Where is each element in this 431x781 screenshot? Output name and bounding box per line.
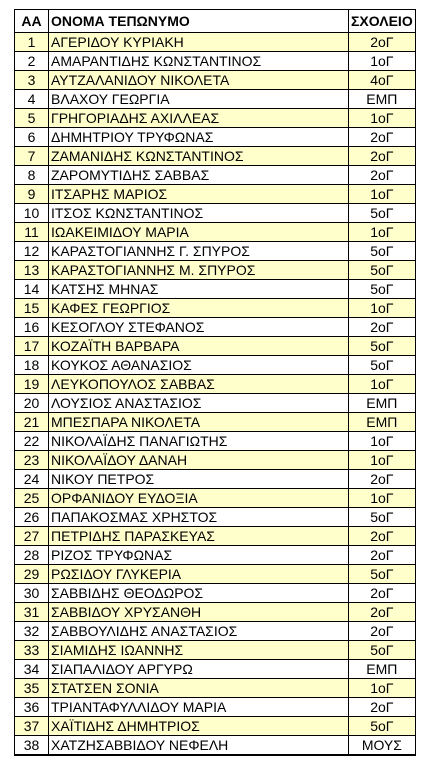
- table-row: [15, 318, 416, 337]
- cell-school: 1οΓ: [349, 52, 416, 71]
- table-row: [15, 470, 416, 489]
- table-row: [15, 166, 416, 185]
- cell-name: ΑΓΕΡΙΔΟΥ ΚΥΡΙΑΚΗ: [49, 33, 349, 52]
- cell-name: ΠΕΤΡΙΔΗΣ ΠΑΡΑΣΚΕΥΑΣ: [49, 527, 349, 546]
- table-row: [15, 242, 416, 261]
- cell-aa: 31: [15, 603, 49, 622]
- cell-school: ΕΜΠ: [349, 90, 416, 109]
- cell-name: ΛΟΥΣΙΟΣ ΑΝΑΣΤΑΣΙΟΣ: [49, 394, 349, 413]
- cell-aa: 15: [15, 299, 49, 318]
- table-row: [15, 603, 416, 622]
- table-row: [15, 698, 416, 717]
- cell-aa: 13: [15, 261, 49, 280]
- cell-school: 5οΓ: [349, 565, 416, 584]
- table-row: [15, 109, 416, 128]
- cell-name: ΧΑΪΤΙΔΗΣ ΔΗΜΗΤΡΙΟΣ: [49, 717, 349, 736]
- cell-aa: 22: [15, 432, 49, 451]
- cell-name: ΣΑΒΒΙΔΟΥ ΧΡΥΣΑΝΘΗ: [49, 603, 349, 622]
- table-row: [15, 356, 416, 375]
- cell-name: ΚΑΤΣΗΣ ΜΗΝΑΣ: [49, 280, 349, 299]
- cell-school: 1οΓ: [349, 432, 416, 451]
- cell-name: ΡΙΖΟΣ ΤΡΥΦΩΝΑΣ: [49, 546, 349, 565]
- cell-name: ΟΡΦΑΝΙΔΟΥ ΕΥΔΟΞΙΑ: [49, 489, 349, 508]
- cell-name: ΧΑΤΖΗΣΑΒΒΙΔΟΥ ΝΕΦΕΛΗ: [49, 736, 349, 756]
- cell-school: ΕΜΠ: [349, 413, 416, 432]
- cell-aa: 32: [15, 622, 49, 641]
- table-row: [15, 679, 416, 698]
- cell-name: ΝΙΚΟΛΑΪΔΟΥ ΔΑΝΑΗ: [49, 451, 349, 470]
- cell-name: ΑΥΤΖΑΛΑΝΙΔΟΥ ΝΙΚΟΛΕΤΑ: [49, 71, 349, 90]
- student-table: [14, 9, 416, 756]
- table-row: [15, 641, 416, 660]
- cell-aa: 8: [15, 166, 49, 185]
- table-row: [15, 489, 416, 508]
- cell-aa: 28: [15, 546, 49, 565]
- cell-aa: 24: [15, 470, 49, 489]
- cell-name: ΙΤΣΟΣ ΚΩΝΣΤΑΝΤΙΝΟΣ: [49, 204, 349, 223]
- cell-school: 2οΓ: [349, 527, 416, 546]
- table-row: [15, 375, 416, 394]
- cell-aa: 36: [15, 698, 49, 717]
- cell-name: ΚΟΖΑΪΤΗ ΒΑΡΒΑΡΑ: [49, 337, 349, 356]
- cell-aa: 26: [15, 508, 49, 527]
- table-row: [15, 90, 416, 109]
- table-row: [15, 546, 416, 565]
- cell-name: ΣΑΒΒΙΔΗΣ ΘΕΟΔΩΡΟΣ: [49, 584, 349, 603]
- cell-school: 1οΓ: [349, 185, 416, 204]
- table-row: [15, 432, 416, 451]
- cell-aa: 12: [15, 242, 49, 261]
- cell-aa: 34: [15, 660, 49, 679]
- table-row: [15, 337, 416, 356]
- table-row: [15, 261, 416, 280]
- cell-name: ΚΕΣΟΓΛΟΥ ΣΤΕΦΑΝΟΣ: [49, 318, 349, 337]
- cell-aa: 3: [15, 71, 49, 90]
- cell-school: 5οΓ: [349, 356, 416, 375]
- cell-aa: 23: [15, 451, 49, 470]
- cell-school: ΕΜΠ: [349, 394, 416, 413]
- cell-school: 1οΓ: [349, 223, 416, 242]
- cell-aa: 18: [15, 356, 49, 375]
- cell-aa: 21: [15, 413, 49, 432]
- cell-aa: 7: [15, 147, 49, 166]
- table-row: [15, 451, 416, 470]
- cell-school: 5οΓ: [349, 641, 416, 660]
- table-row: [15, 660, 416, 679]
- cell-school: 5οΓ: [349, 242, 416, 261]
- cell-name: ΡΩΣΙΔΟΥ ΓΛΥΚΕΡΙΑ: [49, 565, 349, 584]
- table-row: [15, 565, 416, 584]
- cell-school: 1οΓ: [349, 679, 416, 698]
- cell-aa: 33: [15, 641, 49, 660]
- cell-aa: 11: [15, 223, 49, 242]
- cell-name: ΒΛΑΧΟΥ ΓΕΩΡΓΙΑ: [49, 90, 349, 109]
- table-row: [15, 33, 416, 52]
- cell-school: 2οΓ: [349, 584, 416, 603]
- cell-name: ΔΗΜΗΤΡΙΟΥ ΤΡΥΦΩΝΑΣ: [49, 128, 349, 147]
- cell-name: ΚΟΥΚΟΣ ΑΘΑΝΑΣΙΟΣ: [49, 356, 349, 375]
- cell-aa: 5: [15, 109, 49, 128]
- header-aa: ΑΑ: [15, 10, 49, 33]
- cell-name: ΓΡΗΓΟΡΙΑΔΗΣ ΑΧΙΛΛΕΑΣ: [49, 109, 349, 128]
- cell-name: ΤΡΙΑΝΤΑΦΥΛΛΙΔΟΥ ΜΑΡΙΑ: [49, 698, 349, 717]
- table-row: [15, 185, 416, 204]
- cell-school: 5οΓ: [349, 337, 416, 356]
- cell-school: 2οΓ: [349, 147, 416, 166]
- cell-aa: 1: [15, 33, 49, 52]
- header-row: [15, 10, 416, 33]
- table-row: [15, 204, 416, 223]
- cell-school: ΕΜΠ: [349, 660, 416, 679]
- cell-school: 1οΓ: [349, 375, 416, 394]
- cell-aa: 14: [15, 280, 49, 299]
- cell-name: ΛΕΥΚΟΠΟΥΛΟΣ ΣΑΒΒΑΣ: [49, 375, 349, 394]
- cell-school: 1οΓ: [349, 299, 416, 318]
- table-row: [15, 717, 416, 736]
- table-row: [15, 584, 416, 603]
- cell-school: 1οΓ: [349, 489, 416, 508]
- cell-name: ΝΙΚΟΥ ΠΕΤΡΟΣ: [49, 470, 349, 489]
- cell-school: 2οΓ: [349, 128, 416, 147]
- cell-aa: 25: [15, 489, 49, 508]
- cell-school: 2οΓ: [349, 166, 416, 185]
- table-row: [15, 52, 416, 71]
- cell-name: ΖΑΜΑΝΙΔΗΣ ΚΩΝΣΤΑΝΤΙΝΟΣ: [49, 147, 349, 166]
- cell-name: ΚΑΡΑΣΤΟΓΙΑΝΝΗΣ Μ. ΣΠΥΡΟΣ: [49, 261, 349, 280]
- cell-school: 2οΓ: [349, 546, 416, 565]
- cell-school: 2οΓ: [349, 622, 416, 641]
- cell-aa: 16: [15, 318, 49, 337]
- cell-name: ΙΤΣΑΡΗΣ ΜΑΡΙΟΣ: [49, 185, 349, 204]
- cell-school: 5οΓ: [349, 508, 416, 527]
- table-row: [15, 71, 416, 90]
- table-row: [15, 736, 416, 756]
- cell-name: ΚΑΡΑΣΤΟΓΙΑΝΝΗΣ Γ. ΣΠΥΡΟΣ: [49, 242, 349, 261]
- table-row: [15, 622, 416, 641]
- cell-school: 5οΓ: [349, 717, 416, 736]
- cell-name: ΙΩΑΚΕΙΜΙΔΟΥ ΜΑΡΙΑ: [49, 223, 349, 242]
- table-row: [15, 147, 416, 166]
- table-row: [15, 223, 416, 242]
- table-row: [15, 280, 416, 299]
- cell-school: 2οΓ: [349, 318, 416, 337]
- cell-aa: 10: [15, 204, 49, 223]
- cell-school: 2οΓ: [349, 470, 416, 489]
- header-school: ΣΧΟΛΕΙΟ: [349, 10, 416, 33]
- cell-school: 5οΓ: [349, 280, 416, 299]
- cell-school: ΜΟΥΣ: [349, 736, 416, 756]
- table-row: [15, 299, 416, 318]
- cell-school: 4οΓ: [349, 71, 416, 90]
- cell-school: 2οΓ: [349, 698, 416, 717]
- cell-school: 1οΓ: [349, 109, 416, 128]
- cell-school: 2οΓ: [349, 603, 416, 622]
- header-name: ΟΝΟΜΑ ΤΕΠΩΝΥΜΟ: [49, 10, 349, 33]
- cell-name: ΑΜΑΡΑΝΤΙΔΗΣ ΚΩΝΣΤΑΝΤΙΝΟΣ: [49, 52, 349, 71]
- cell-aa: 2: [15, 52, 49, 71]
- cell-aa: 38: [15, 736, 49, 756]
- cell-name: ΣΙΑΠΑΛΙΔΟΥ ΑΡΓΥΡΩ: [49, 660, 349, 679]
- cell-name: ΚΑΦΕΣ ΓΕΩΡΓΙΟΣ: [49, 299, 349, 318]
- cell-name: ΣΤΑΤΣΕΝ ΣΟΝΙΑ: [49, 679, 349, 698]
- cell-aa: 4: [15, 90, 49, 109]
- cell-school: 2οΓ: [349, 33, 416, 52]
- table-row: [15, 508, 416, 527]
- cell-name: ΜΠΕΣΠΑΡΑ ΝΙΚΟΛΕΤΑ: [49, 413, 349, 432]
- cell-school: 1οΓ: [349, 451, 416, 470]
- cell-school: 5οΓ: [349, 204, 416, 223]
- cell-aa: 6: [15, 128, 49, 147]
- cell-aa: 35: [15, 679, 49, 698]
- cell-aa: 17: [15, 337, 49, 356]
- cell-aa: 30: [15, 584, 49, 603]
- cell-aa: 27: [15, 527, 49, 546]
- table-row: [15, 413, 416, 432]
- cell-name: ΖΑΡΟΜΥΤΙΔΗΣ ΣΑΒΒΑΣ: [49, 166, 349, 185]
- cell-name: ΣΑΒΒΟΥΛΙΔΗΣ ΑΝΑΣΤΑΣΙΟΣ: [49, 622, 349, 641]
- cell-aa: 37: [15, 717, 49, 736]
- cell-name: ΝΙΚΟΛΑΪΔΗΣ ΠΑΝΑΓΙΩΤΗΣ: [49, 432, 349, 451]
- table-row: [15, 394, 416, 413]
- cell-name: ΠΑΠΑΚΟΣΜΑΣ ΧΡΗΣΤΟΣ: [49, 508, 349, 527]
- table-row: [15, 527, 416, 546]
- cell-aa: 20: [15, 394, 49, 413]
- cell-school: 5οΓ: [349, 261, 416, 280]
- cell-aa: 19: [15, 375, 49, 394]
- table-row: [15, 128, 416, 147]
- cell-aa: 9: [15, 185, 49, 204]
- cell-name: ΣΙΑΜΙΔΗΣ ΙΩΑΝΝΗΣ: [49, 641, 349, 660]
- cell-aa: 29: [15, 565, 49, 584]
